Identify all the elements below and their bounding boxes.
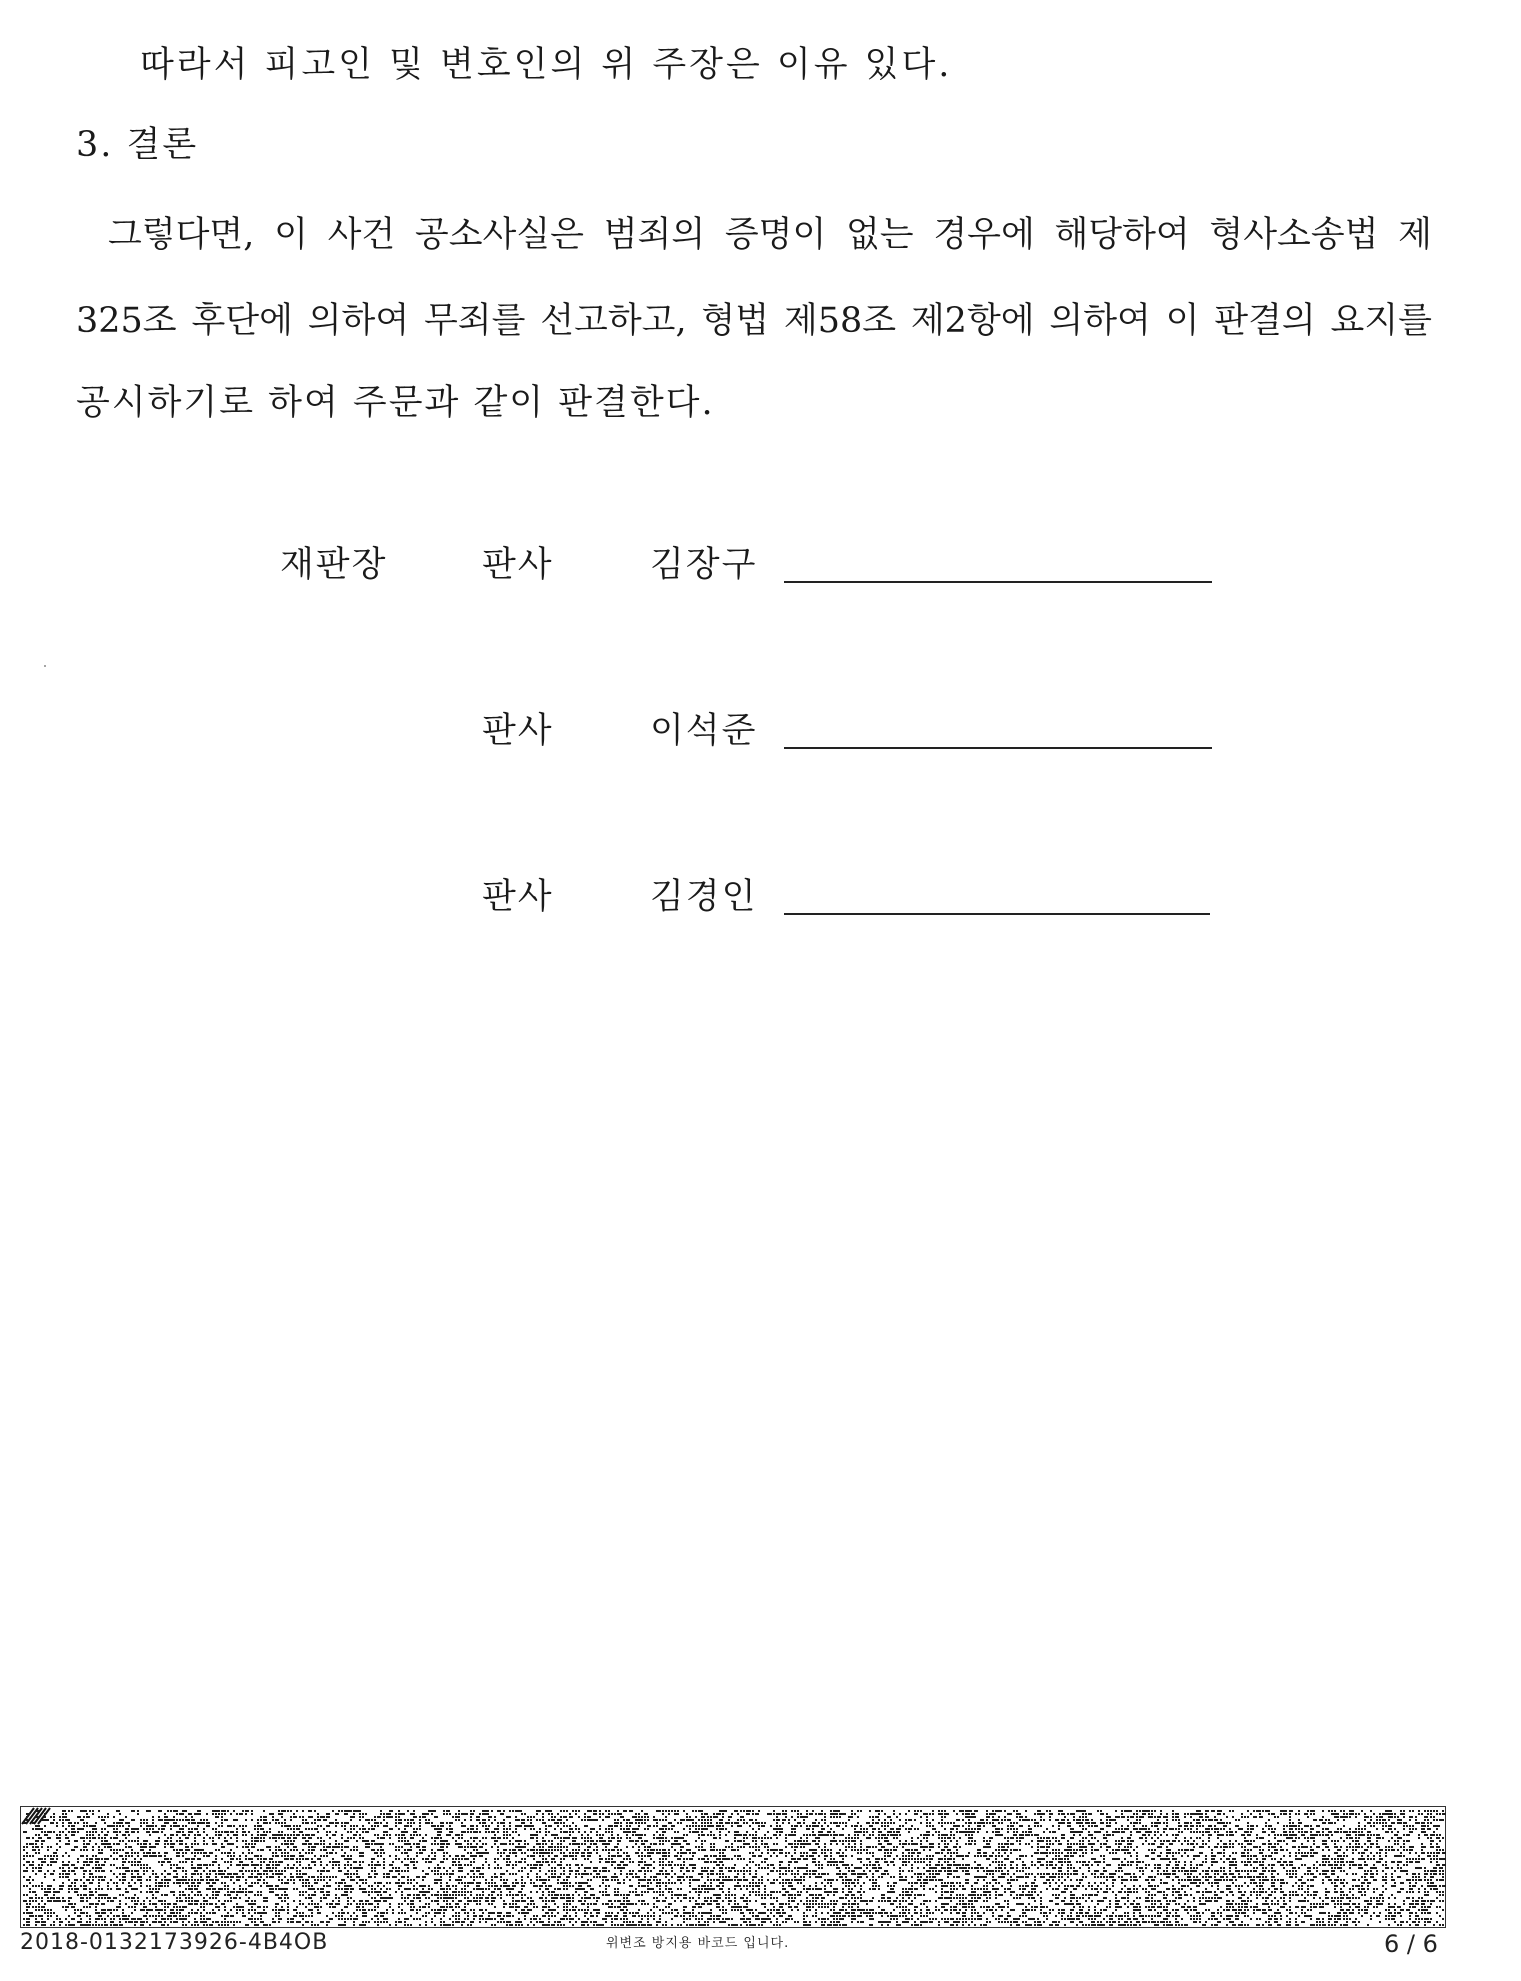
document-id: 2018-0132173926-4B4OB [20, 1930, 329, 1955]
judge-title: 판사 [482, 545, 554, 585]
paragraph-text: 따라서 피고인 및 변호인의 위 주장은 이유 있다. [140, 45, 953, 85]
signature-line [784, 913, 1210, 915]
barcode-note: 위변조 방지용 바코드 입니다. [606, 1936, 790, 1951]
conclusion-line-3: 공시하기로 하여 주문과 같이 판결한다. [76, 383, 715, 423]
presiding-role: 재판장 [280, 545, 388, 585]
page-number: 6 / 6 [1384, 1930, 1438, 1958]
judge-name: 이석준 [650, 711, 758, 751]
anti-forgery-barcode [20, 1806, 1446, 1928]
conclusion-line-2: 325조 후단에 의하여 무죄를 선고하고, 형법 제58조 제2항에 의하여 이 판결의 요지를 [76, 301, 1432, 341]
judge-name: 김경인 [650, 877, 758, 917]
signature-line [784, 747, 1212, 749]
judge-title: 판사 [482, 711, 554, 751]
scan-speck [44, 665, 46, 667]
signature-line [784, 581, 1212, 583]
judge-title: 판사 [482, 877, 554, 917]
section-heading: 3. 결론 [76, 125, 199, 165]
conclusion-line-1: 그렇다면, 이 사건 공소사실은 범죄의 증명이 없는 경우에 해당하여 형사소송법 제 [108, 215, 1432, 255]
judge-name: 김장구 [650, 545, 758, 585]
